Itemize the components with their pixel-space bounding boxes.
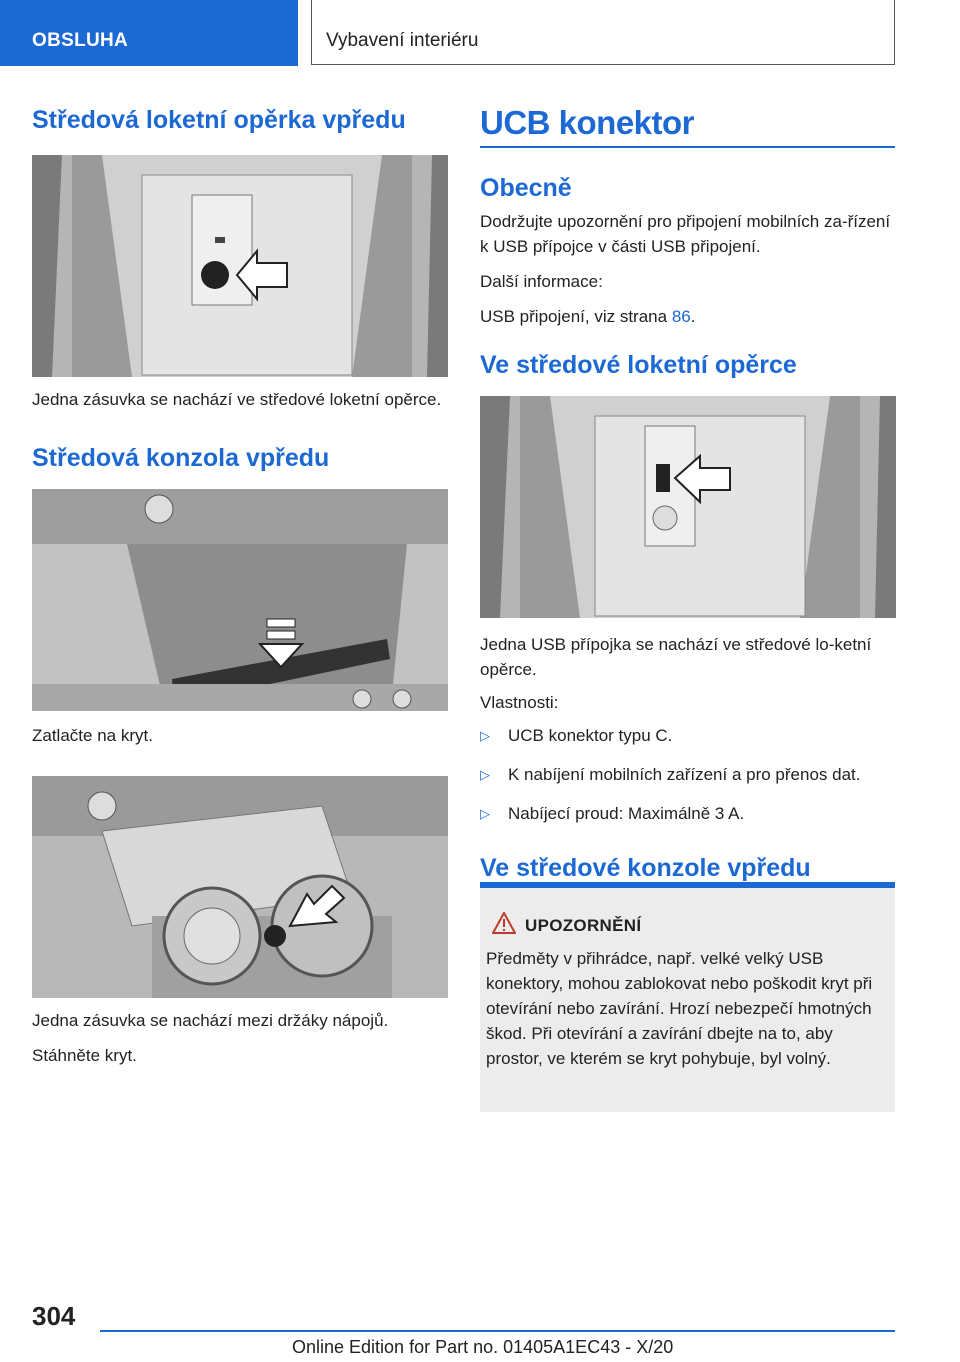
bullet-text: K nabíjení mobilních zařízení a pro přenos dat. bbox=[508, 764, 861, 784]
photo-console-cover bbox=[32, 489, 448, 711]
triangle-bullet-icon: ▷ bbox=[480, 766, 490, 782]
left-column bbox=[32, 100, 448, 1068]
text-properties: Vlastnosti: bbox=[480, 692, 559, 712]
bullet-item bbox=[480, 801, 896, 826]
heading-rule bbox=[480, 146, 895, 148]
text-reference bbox=[480, 304, 896, 329]
section-label: OBSLUHA bbox=[32, 30, 129, 51]
page-link[interactable]: 86 bbox=[671, 306, 691, 326]
warning-title: UPOZORNĚNÍ bbox=[525, 916, 642, 935]
text-usb: Jedna USB přípojka se nachází ve středové lo-ketní opěrce. bbox=[480, 634, 872, 679]
bullet-text: UCB konektor typu C. bbox=[508, 725, 673, 745]
heading-armrest: Středová loketní opěrka vpředu bbox=[32, 106, 406, 134]
triangle-bullet-icon: ▷ bbox=[480, 727, 490, 743]
heading-console-usb: Ve středové konzole vpředu bbox=[480, 853, 811, 882]
page-number: 304 bbox=[32, 1301, 76, 1331]
heading-general: Obecně bbox=[480, 173, 572, 202]
warning-triangle-icon bbox=[492, 912, 516, 934]
footer-rule bbox=[100, 1330, 895, 1332]
text-push: Zatlačte na kryt. bbox=[32, 726, 153, 745]
triangle-bullet-icon: ▷ bbox=[480, 805, 490, 821]
text-socket: Jedna zásuvka se nachází mezi držáky nápojů. bbox=[32, 1011, 389, 1030]
photo-usb-armrest bbox=[480, 396, 896, 618]
chapter-box bbox=[311, 0, 895, 65]
heading-ucb: UCB konektor bbox=[480, 104, 695, 141]
reference-prefix: USB připojení, viz strana bbox=[480, 306, 672, 326]
text-more-info: Další informace: bbox=[480, 271, 603, 291]
chapter-label: Vybavení interiéru bbox=[326, 30, 479, 51]
photo-cupholders bbox=[32, 776, 448, 998]
page-header bbox=[0, 0, 960, 66]
right-column bbox=[480, 100, 896, 883]
footer-edition: Online Edition for Part no. 01405A1EC43 - X/20 bbox=[292, 1337, 674, 1357]
bullet-text: Nabíjecí proud: Maximálně 3 A. bbox=[508, 803, 745, 823]
reference-suffix: . bbox=[690, 306, 696, 326]
photo-armrest-socket bbox=[32, 155, 448, 377]
warning-box bbox=[480, 882, 895, 1112]
heading-armrest-usb: Ve středové loketní opěrce bbox=[480, 350, 797, 379]
section-tab bbox=[0, 0, 298, 66]
text-general: Dodržujte upozornění pro připojení mobilních za-řízení k USB přípojce v části USB připojení. bbox=[480, 211, 891, 256]
text-pull: Stáhněte kryt. bbox=[32, 1046, 137, 1065]
bullet-item bbox=[480, 762, 896, 787]
text-armrest: Jedna zásuvka se nachází ve středové loketní opěrce. bbox=[32, 390, 442, 409]
heading-console: Středová konzola vpředu bbox=[32, 444, 330, 472]
bullet-item bbox=[480, 723, 896, 748]
warning-text: Předměty v přihrádce, např. velké velký USB konektory, mohou zablokovat nebo poškodit kryt při otevírání nebo zavírání. Hrozí nebezpečí hmotných škod. Při otevírání a zavírání dbejte na to, aby prostor, ve kterém se kryt pohybuje, byl volný. bbox=[486, 949, 873, 1068]
